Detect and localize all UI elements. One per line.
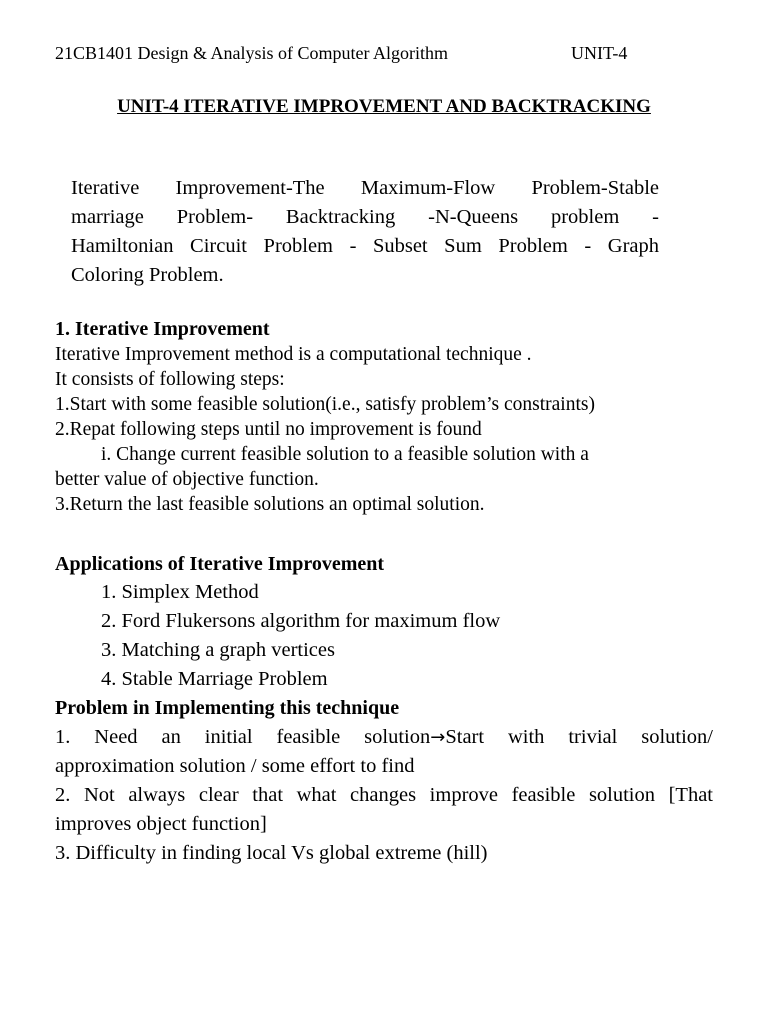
body-line: better value of objective function. — [55, 469, 319, 490]
list-item: 2. Ford Flukersons algorithm for maximum flow — [101, 610, 501, 632]
summary-line: Iterative Improvement-The Maximum-Flow Problem-Stable — [71, 177, 659, 199]
body-line: 1.Start with some feasible solution(i.e., satisfy problem’s constraints) — [55, 394, 595, 415]
body-line: approximation solution / some effort to find — [55, 755, 415, 777]
body-line — [55, 726, 713, 749]
course-header: 21CB1401 Design & Analysis of Computer Algorithm — [55, 43, 449, 63]
list-item: 1. Simplex Method — [101, 581, 259, 603]
body-line: 3.Return the last feasible solutions an optimal solution. — [55, 494, 485, 515]
body-line: 2. Not always clear that what changes improve feasible solution [That — [55, 784, 713, 806]
section-heading-problems: Problem in Implementing this technique — [55, 697, 400, 719]
list-item: 4. Stable Marriage Problem — [101, 668, 328, 690]
body-line: 2.Repat following steps until no improvement is found — [55, 419, 482, 440]
right-arrow-icon: → — [430, 727, 446, 748]
problem-text: Start with trivial solution/ — [445, 726, 714, 748]
summary-line: marriage Problem- Backtracking -N-Queens problem - — [71, 206, 659, 228]
unit-summary — [71, 174, 659, 290]
section-heading-applications: Applications of Iterative Improvement — [55, 553, 385, 575]
body-line: It consists of following steps: — [55, 369, 285, 390]
section-heading-iterative-improvement: 1. Iterative Improvement — [55, 318, 270, 340]
summary-line: Hamiltonian Circuit Problem - Subset Sum Problem - Graph — [71, 235, 659, 257]
unit-label: UNIT-4 — [571, 43, 628, 63]
body-line: 3. Difficulty in finding local Vs global extreme (hill) — [55, 842, 488, 864]
page-title: UNIT-4 ITERATIVE IMPROVEMENT AND BACKTRACKING — [117, 96, 651, 117]
body-line: improves object function] — [55, 813, 267, 835]
list-item: 3. Matching a graph vertices — [101, 639, 335, 661]
problem-text: 1. Need an initial feasible solution — [55, 726, 431, 748]
body-line: Iterative Improvement method is a computational technique . — [55, 344, 532, 365]
body-line: i. Change current feasible solution to a feasible solution with a — [101, 444, 589, 465]
summary-line: Coloring Problem. — [71, 264, 224, 286]
